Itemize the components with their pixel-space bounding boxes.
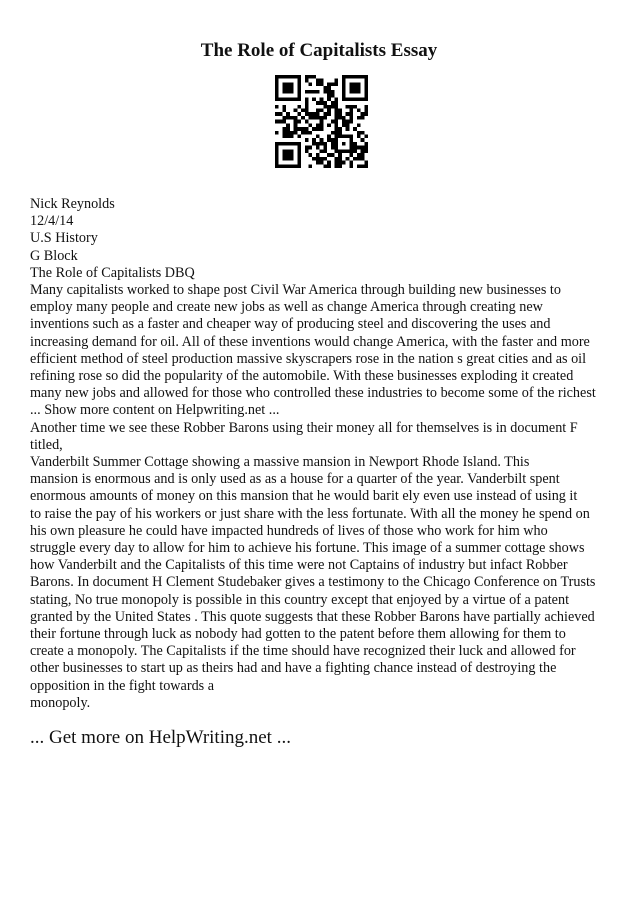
body-line: many new jobs and allowed for those who controlled these industries to become some of the richest	[30, 385, 596, 402]
body-line: Barons. In document H Clement Studebaker gives a testimony to the Chicago Conference on Trusts	[30, 574, 596, 591]
body-line: efficient method of steel production massive skyscrapers rose in the nation s great cities and as oil	[30, 350, 587, 367]
author-name: Nick Reynolds	[30, 196, 115, 212]
body-line: how Vanderbilt and the Capitalists of this time were not Captains of industry but infact Robber	[30, 557, 568, 574]
body-line: struggle every day to allow for him to achieve his fortune. This image of a summer cottage shows	[30, 540, 585, 557]
qr-code-icon[interactable]	[275, 75, 368, 168]
class-block: G Block	[30, 247, 78, 264]
body-line: their fortune through luck as nobody had gotten to the patent before them allowing for them to	[30, 626, 566, 643]
body-line: opposition in the fight towards a	[30, 677, 215, 694]
course-name: U.S History	[30, 230, 98, 247]
body-line: mansion is enormous and is only used as as a house for a quarter of the year. Vanderbilt spent	[30, 471, 560, 488]
essay-body	[30, 282, 610, 712]
body-line: enormous amounts of money on this mansion that he would barit ely even use instead of using it	[30, 488, 578, 505]
get-more-link[interactable]: ... Get more on HelpWriting.net ...	[30, 727, 291, 748]
body-line: his own pleasure he could have impacted hundreds of lives of those who work for him who	[30, 522, 548, 539]
body-line: to raise the pay of his workers or just share with the less fortunate. With all the money he spend on	[30, 505, 590, 522]
body-line: refining rose so did the popularity of the automobile. With these businesses exploding it created	[30, 368, 574, 385]
body-line: Another time we see these Robber Barons using their money all for themselves is in document F	[30, 419, 578, 436]
assignment-title: The Role of Capitalists DBQ	[30, 264, 195, 281]
body-line: create a monopoly. The Capitalists if the time should have recognized their luck and allowed for	[30, 643, 576, 660]
body-line: inventions such as a faster and cheaper way of producing steel and discovering the uses and	[30, 316, 551, 333]
essay-date: 12/4/14	[30, 213, 74, 230]
show-more-link[interactable]: ... Show more content on Helpwriting.net ...	[30, 402, 280, 419]
body-line: granted by the United States . This quote suggests that these Robber Barons have partially achieved	[30, 608, 595, 625]
author-meta	[30, 196, 195, 282]
document-title: The Role of Capitalists Essay	[200, 40, 438, 61]
body-line: other businesses to start up as theirs had and have a fighting chance instead of destroying the	[30, 660, 557, 677]
body-line: Many capitalists worked to shape post Civil War America through building new businesses to	[30, 282, 561, 298]
body-line: Vanderbilt Summer Cottage showing a massive mansion in Newport Rhode Island. This	[30, 454, 530, 471]
body-line: stating, No true monopoly is possible in this country except that enjoyed by a virtue of a patent	[30, 591, 570, 608]
body-line: monopoly.	[30, 694, 91, 711]
body-line: increasing demand for oil. All of these inventions would change America, with the faster and more	[30, 333, 590, 350]
body-line: titled,	[30, 436, 63, 453]
body-line: employ many people and create new jobs as well as change America through creating new	[30, 299, 543, 316]
